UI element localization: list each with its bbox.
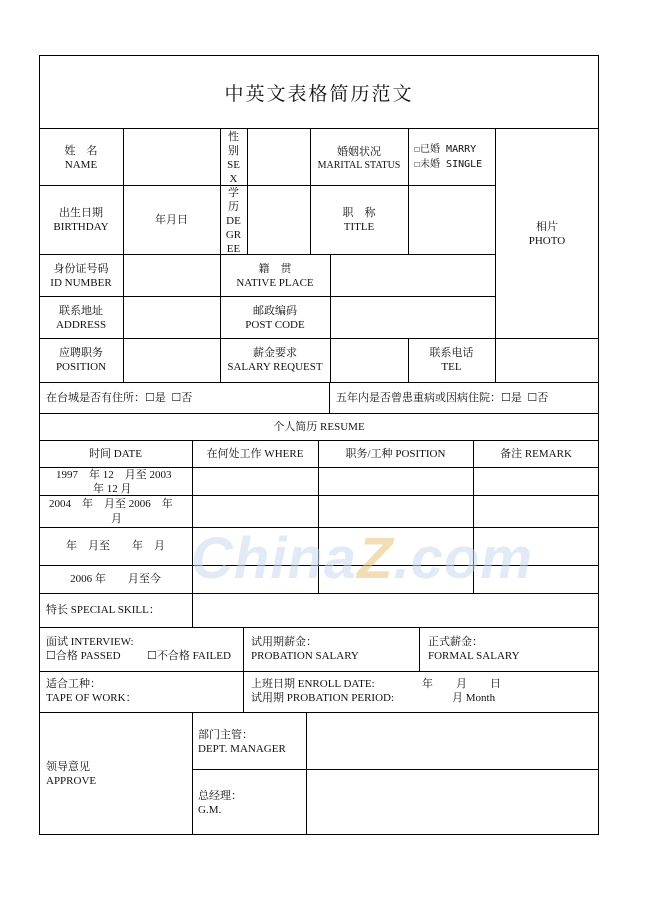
interview-label: 面试 INTERVIEW:	[46, 636, 134, 648]
rule-v	[306, 712, 307, 834]
work-type-cn: 适合工种：	[46, 678, 101, 690]
birthday-value[interactable]: 年月日	[155, 214, 188, 226]
probation-salary-cn: 试用期薪金：	[251, 636, 317, 648]
resume-section-title: 个人简历 RESUME	[273, 421, 365, 433]
enroll-year: 年	[422, 678, 433, 690]
enroll-day: 日	[490, 678, 501, 690]
resume-form	[39, 55, 599, 835]
rule-v	[408, 128, 409, 254]
dept-manager-en: DEPT. MANAGER	[198, 743, 286, 755]
gm-label-cn: 总经理：	[198, 790, 242, 802]
form-title: 中英文表格简历范文	[224, 84, 414, 105]
sex-label-4: X	[229, 173, 238, 185]
name-label-en: NAME	[64, 159, 98, 171]
postcode-label-cn: 邮政编码	[253, 305, 297, 317]
gm-label-en: G.M.	[198, 804, 222, 816]
approve-label-cn: 领导意见	[46, 761, 90, 773]
id-label-en: ID NUMBER	[50, 277, 112, 289]
formal-salary-cn: 正式薪金：	[428, 636, 483, 648]
approve-label-en: APPROVE	[46, 775, 97, 787]
rule-v	[192, 712, 193, 834]
work-type-en: TAPE OF WORK：	[46, 692, 137, 704]
probation-period-label: 试用期 PROBATION PERIOD:	[251, 692, 395, 704]
rule-h	[39, 712, 599, 713]
position-label-en: POSITION	[55, 361, 107, 373]
marital-label-en: MARITAL STATUS	[317, 160, 401, 171]
address-label-en: ADDRESS	[55, 319, 107, 331]
photo-label-cn: 相片	[536, 221, 558, 233]
tel-label-cn: 联系电话	[429, 347, 474, 359]
rule-v	[419, 627, 420, 671]
rule-v	[329, 382, 330, 413]
checkbox-icon[interactable]: ☐	[527, 392, 538, 404]
rule-h	[39, 440, 599, 441]
checkbox-icon[interactable]: ☐	[171, 392, 182, 404]
native-label-cn: 籍 贯	[258, 263, 292, 275]
birthday-label-cn: 出生日期	[59, 207, 103, 219]
formal-salary-en: FORMAL SALARY	[428, 650, 520, 662]
sex-label-3: SE	[227, 159, 240, 171]
checkbox-icon[interactable]: ☐	[501, 392, 511, 404]
checkbox-icon[interactable]: ☐	[147, 650, 157, 662]
marital-label-cn: 婚姻状况	[337, 146, 381, 158]
checkbox-icon[interactable]: ☐	[145, 392, 155, 404]
probation-period-unit: 月 Month	[452, 692, 496, 704]
checkbox-icon[interactable]: ☐	[414, 159, 421, 170]
degree-label-2: 历	[228, 201, 239, 213]
title-label-cn: 职 称	[342, 207, 376, 219]
rule-h	[39, 254, 495, 255]
id-label-cn: 身份证号码	[53, 263, 109, 275]
degree-label-1: 学	[228, 187, 239, 199]
interview-passed-option[interactable]: ☐合格 PASSED	[46, 650, 121, 662]
rule-h	[39, 185, 495, 186]
rule-h	[39, 627, 599, 628]
rule-h	[39, 296, 495, 297]
resume-row-2-date-line1: 2004 年 月至 2006 年	[49, 498, 173, 510]
resume-row-3-date: 年 月至 年 月	[66, 540, 165, 552]
enroll-date-label: 上班日期 ENROLL DATE:	[251, 678, 375, 690]
resume-row-1-date-line2: 年 12 月	[93, 483, 132, 495]
rule-h	[39, 382, 599, 383]
rule-h	[192, 769, 599, 770]
resume-row-4-date: 2006 年 月至今	[70, 573, 161, 585]
hospital-question: 五年内是否曾患重病或因病住院：☐是 ☐否	[336, 392, 549, 404]
degree-label-3: DE	[226, 215, 241, 227]
name-label-cn: 姓 名	[64, 145, 98, 157]
rule-v	[243, 627, 244, 671]
single-option[interactable]: ☐未婚 SINGLE	[414, 159, 483, 170]
native-label-en: NATIVE PLACE	[236, 277, 314, 289]
rule-v	[123, 128, 124, 382]
interview-failed-option[interactable]: ☐不合格 FAILED	[147, 650, 231, 662]
rule-h	[39, 593, 599, 594]
probation-salary-en: PROBATION SALARY	[251, 650, 359, 662]
married-option[interactable]: ☐已婚 MARRY	[414, 144, 477, 155]
salary-label-en: SALARY REQUEST	[227, 361, 323, 373]
resume-row-1-date-line1: 1997 年 12 月至 2003	[56, 469, 172, 481]
rule-h	[39, 413, 599, 414]
rule-v	[247, 128, 248, 254]
watermark-logo: ChinaZ.com	[191, 526, 533, 591]
checkbox-icon[interactable]: ☐	[46, 650, 56, 662]
sex-label-2: 别	[228, 145, 239, 157]
special-skill-label: 特长 SPECIAL SKILL：	[46, 604, 160, 616]
address-label-cn: 联系地址	[59, 305, 103, 317]
resume-row-2-date-line2: 月	[111, 513, 122, 525]
postcode-label-en: POST CODE	[245, 319, 305, 331]
rule-v	[495, 128, 496, 382]
checkbox-icon[interactable]: ☐	[414, 144, 421, 155]
title-label-en: TITLE	[343, 221, 375, 233]
position-label-cn: 应聘职务	[59, 347, 103, 359]
sex-label-1: 性	[228, 131, 239, 143]
dept-manager-cn: 部门主管：	[198, 729, 253, 741]
resume-header-remark: 备注 REMARK	[500, 448, 572, 460]
rule-h	[39, 671, 599, 672]
birthday-label-en: BIRTHDAY	[53, 221, 109, 233]
salary-label-cn: 薪金要求	[253, 347, 297, 359]
degree-label-4: GR	[225, 229, 242, 241]
resume-header-position: 职务/工种 POSITION	[345, 448, 446, 460]
photo-label-en: PHOTO	[528, 235, 566, 247]
rule-v	[243, 671, 244, 712]
resume-header-date: 时间 DATE	[89, 448, 142, 460]
degree-label-5: EE	[226, 243, 241, 255]
resume-header-where: 在何处工作 WHERE	[206, 448, 304, 460]
rule-v	[192, 593, 193, 627]
residence-question: 在台城是否有住所：☐是 ☐否	[46, 392, 193, 404]
rule-v	[330, 254, 331, 382]
enroll-month: 月	[456, 678, 467, 690]
tel-label-en: TEL	[441, 361, 462, 373]
